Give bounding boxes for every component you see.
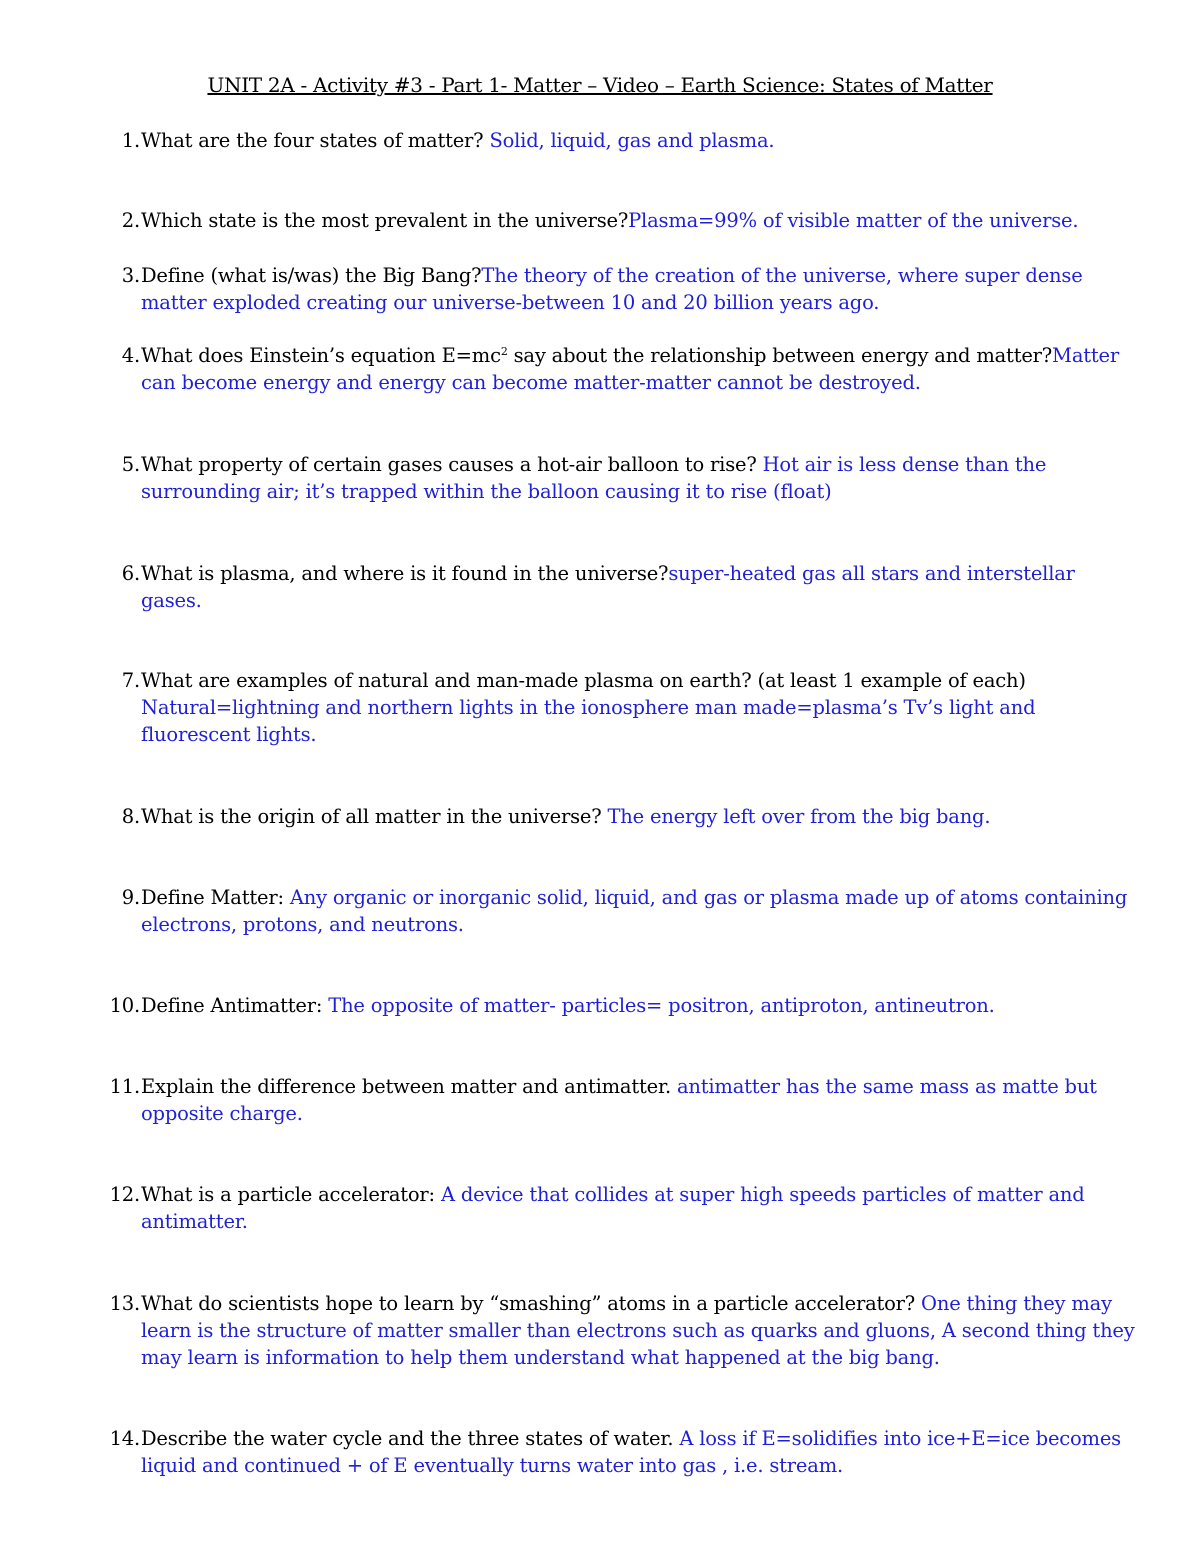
superscript: 2 xyxy=(500,345,508,358)
question-number: 6. xyxy=(121,562,140,585)
question-text: What do scientists hope to learn by “smashing” atoms in a particle accelerator? xyxy=(141,1292,922,1315)
question-number: 14. xyxy=(109,1427,140,1450)
answer-text: One thing they may learn is the structure of matter smaller than electrons such as quarks and gluons, A second thing they may learn is information to help them understand what happened at the big bang. xyxy=(141,1292,1135,1369)
question-3 xyxy=(100,262,1140,316)
answer-text: super-heated gas all stars and interstellar gases. xyxy=(141,562,1075,612)
answer-text: The energy left over from the big bang. xyxy=(607,805,991,828)
question-number: 10. xyxy=(109,994,140,1017)
question-text: Explain the difference between matter and antimatter. xyxy=(141,1075,677,1098)
question-number: 3. xyxy=(121,264,140,287)
page-title: UNIT 2A - Activity #3 - Part 1- Matter – Video – Earth Science: States of Matter xyxy=(207,73,993,97)
question-number: 8. xyxy=(121,805,140,828)
answer-text: The theory of the creation of the universe, where super dense matter exploded creating our universe-between 10 and 20 billion years ago. xyxy=(141,264,1083,314)
answer-text: A loss if E=solidifies into ice+E=ice becomes liquid and continued + of E eventually turns water into gas , i.e. stream. xyxy=(141,1427,1121,1477)
question-number: 11. xyxy=(109,1075,140,1098)
question-number: 7. xyxy=(121,669,140,692)
question-number: 2. xyxy=(121,209,140,232)
question-text: Define Antimatter: xyxy=(141,994,329,1017)
question-5 xyxy=(100,451,1140,505)
question-8 xyxy=(100,803,1140,830)
question-6 xyxy=(100,560,1140,614)
question-text: Which state is the most prevalent in the universe? xyxy=(141,209,629,232)
question-number: 9. xyxy=(121,886,140,909)
question-number: 4. xyxy=(121,344,140,367)
question-1 xyxy=(100,127,1140,154)
answer-text: Plasma=99% of visible matter of the universe. xyxy=(628,209,1079,232)
answer-text: The opposite of matter- particles= positron, antiproton, antineutron. xyxy=(328,994,995,1017)
question-13 xyxy=(100,1290,1140,1371)
question-text: What is the origin of all matter in the universe? xyxy=(141,805,608,828)
question-text-pre: What does Einstein’s equation E=mc xyxy=(141,344,501,367)
answer-text: Natural=lightning and northern lights in the ionosphere man made=plasma’s Tv’s light and fluorescent lights. xyxy=(141,696,1036,746)
question-12 xyxy=(100,1181,1140,1235)
question-text: Define (what is/was) the Big Bang? xyxy=(141,264,482,287)
answer-text: Hot air is less dense than the surrounding air; it’s trapped within the balloon causing it to rise (float) xyxy=(141,453,1047,503)
question-text: Define Matter: xyxy=(141,886,290,909)
question-number: 12. xyxy=(109,1183,140,1206)
question-text: Describe the water cycle and the three states of water. xyxy=(141,1427,680,1450)
question-text: What property of certain gases causes a hot-air balloon to rise? xyxy=(141,453,763,476)
question-11 xyxy=(100,1073,1140,1127)
answer-text: antimatter has the same mass as matte but opposite charge. xyxy=(141,1075,1097,1125)
question-number: 1. xyxy=(121,129,140,152)
question-number: 5. xyxy=(121,453,140,476)
question-9 xyxy=(100,884,1140,938)
answer-text: Matter can become energy and energy can become matter-matter cannot be destroyed. xyxy=(141,344,1119,394)
answer-text: Any organic or inorganic solid, liquid, and gas or plasma made up of atoms containing electrons, protons, and neutrons. xyxy=(141,886,1128,936)
question-text: What are examples of natural and man-made plasma on earth? (at least 1 example of each) xyxy=(141,669,1026,692)
answer-text: Solid, liquid, gas and plasma. xyxy=(489,129,775,152)
question-text: What is a particle accelerator: xyxy=(141,1183,441,1206)
question-14 xyxy=(100,1425,1140,1479)
question-4 xyxy=(100,342,1140,396)
question-2 xyxy=(100,207,1140,234)
question-10 xyxy=(100,992,1140,1019)
question-text: What are the four states of matter? xyxy=(141,129,490,152)
question-text: What is plasma, and where is it found in the universe? xyxy=(141,562,669,585)
question-text-post: say about the relationship between energy and matter? xyxy=(507,344,1053,367)
answer-text: A device that collides at super high speeds particles of matter and antimatter. xyxy=(141,1183,1085,1233)
question-7 xyxy=(100,667,1140,748)
question-number: 13. xyxy=(109,1292,140,1315)
